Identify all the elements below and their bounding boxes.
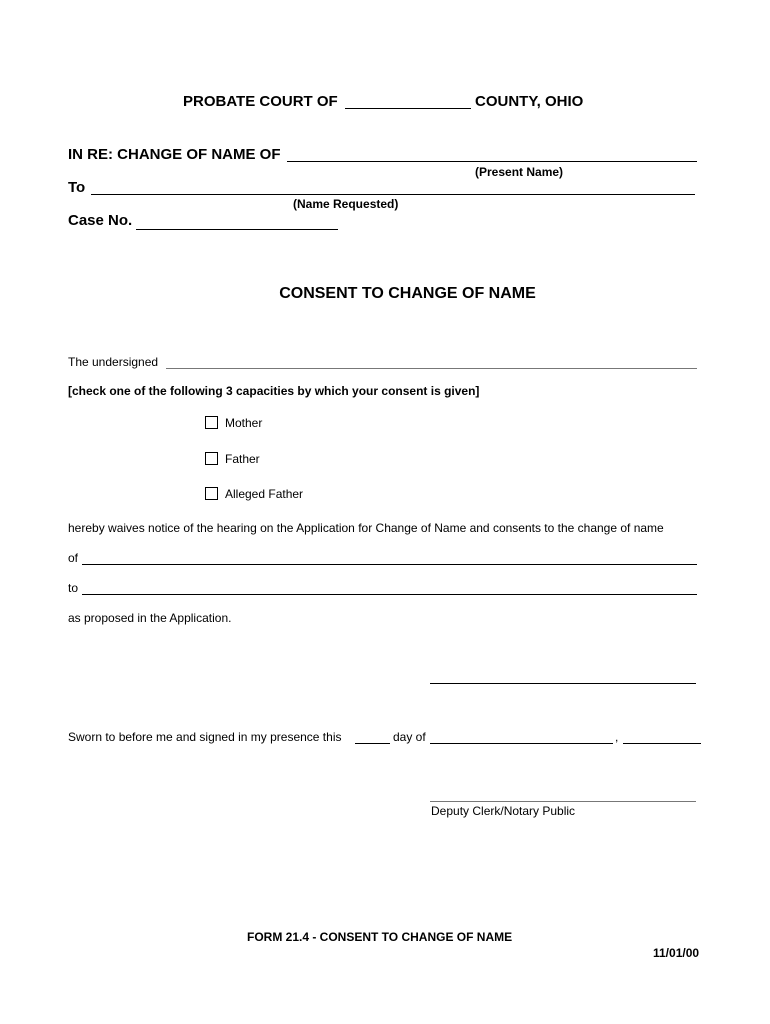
case-no-label: Case No. <box>68 212 133 229</box>
to-name-blank[interactable] <box>82 594 697 595</box>
court-prefix: PROBATE COURT OF <box>183 93 338 110</box>
in-re-label: IN RE: CHANGE OF NAME OF <box>68 146 281 163</box>
form-title: FORM 21.4 - CONSENT TO CHANGE OF NAME <box>247 930 513 944</box>
mother-label: Mother <box>225 416 263 430</box>
alleged-father-label: Alleged Father <box>225 487 304 501</box>
day-blank[interactable] <box>355 743 390 744</box>
name-requested-caption: (Name Requested) <box>293 197 399 211</box>
county-suffix: COUNTY, OHIO <box>475 93 584 110</box>
day-of-label: day of <box>393 730 426 744</box>
undersigned-label: The undersigned <box>68 355 159 369</box>
to-label: To <box>68 179 86 196</box>
date-comma: , <box>615 730 619 744</box>
year-blank[interactable] <box>623 743 701 744</box>
deputy-label: Deputy Clerk/Notary Public <box>431 804 576 818</box>
proposed-text: as proposed in the Application. <box>68 611 232 625</box>
mother-checkbox[interactable] <box>205 416 218 429</box>
name-requested-blank[interactable] <box>91 194 695 195</box>
of-name-blank[interactable] <box>82 564 697 565</box>
deputy-signature-blank[interactable] <box>430 801 696 802</box>
of-label: of <box>68 551 79 565</box>
page-title: CONSENT TO CHANGE OF NAME <box>279 285 536 302</box>
present-name-blank[interactable] <box>287 161 697 162</box>
month-blank[interactable] <box>430 743 613 744</box>
alleged-father-checkbox[interactable] <box>205 487 218 500</box>
father-checkbox[interactable] <box>205 452 218 465</box>
waiver-text: hereby waives notice of the hearing on the Application for Change of Name and consents to the change of name <box>68 521 664 535</box>
father-label: Father <box>225 452 260 466</box>
present-name-caption: (Present Name) <box>475 165 564 179</box>
signature-blank[interactable] <box>430 683 696 684</box>
sworn-text: Sworn to before me and signed in my presence this <box>68 730 342 744</box>
capacity-instruction: [check one of the following 3 capacities by which your consent is given] <box>68 384 480 398</box>
county-blank[interactable] <box>345 108 471 109</box>
undersigned-blank[interactable] <box>166 368 697 369</box>
case-no-blank[interactable] <box>136 229 338 230</box>
form-date: 11/01/00 <box>653 946 700 960</box>
to-name-label: to <box>68 581 79 595</box>
